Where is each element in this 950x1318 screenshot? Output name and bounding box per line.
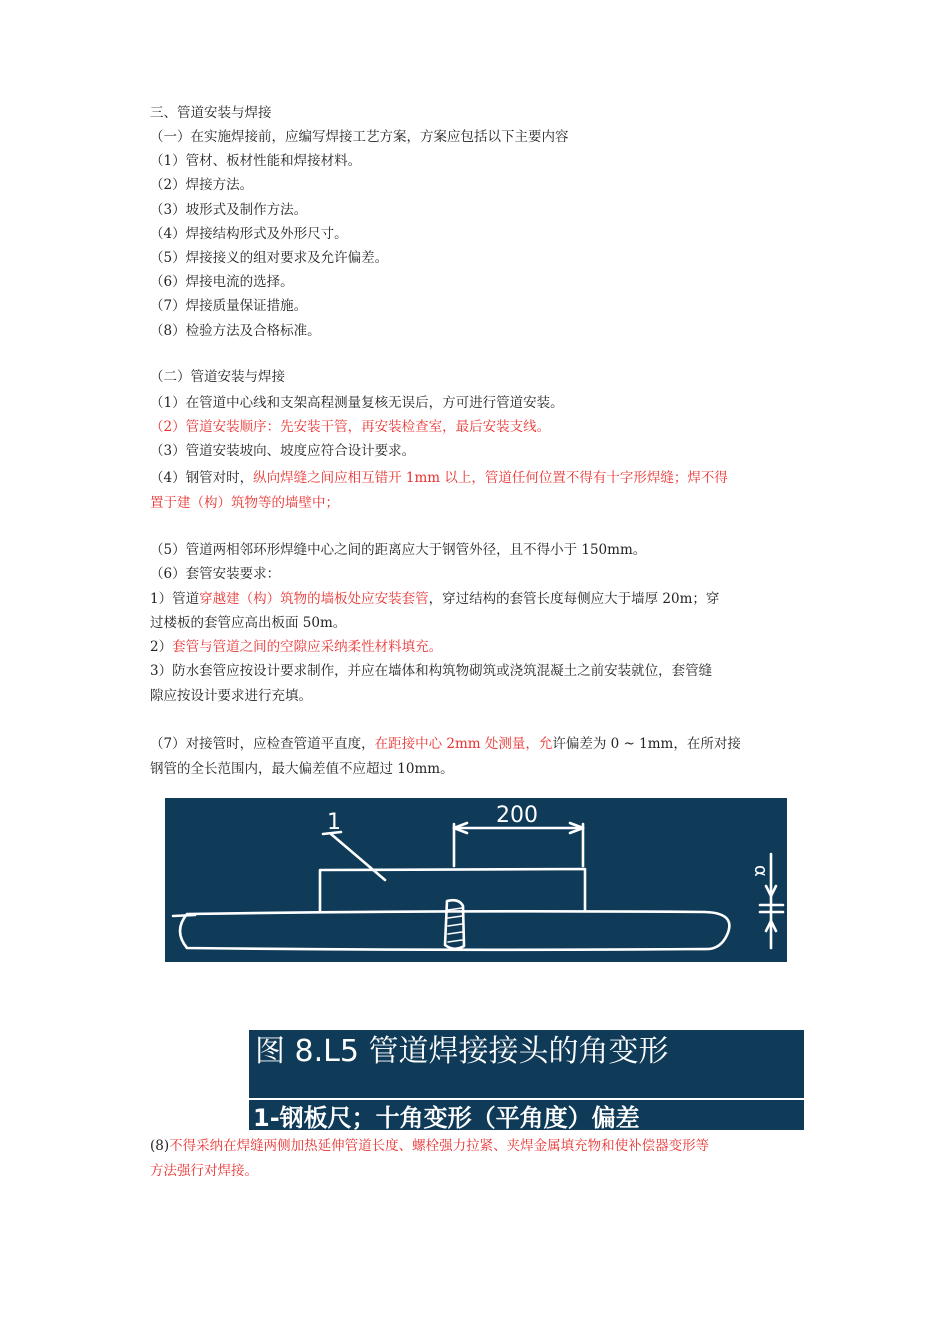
part2-item-7 bbox=[150, 735, 810, 753]
part2-sub-3-cont: 隙应按设计要求进行充填。 bbox=[150, 688, 312, 704]
pipe-weld-drawing bbox=[165, 798, 787, 962]
part2-item-8-cont: 方法强行对焊接。 bbox=[150, 1163, 258, 1179]
part2-item-3: （3）管道安装坡向、坡度应符合设计要求。 bbox=[150, 443, 416, 459]
pipe-weld-figure bbox=[165, 798, 787, 962]
caption-divider bbox=[249, 1098, 804, 1100]
part1-item-4: （4）焊接结构形式及外形尺寸。 bbox=[150, 226, 348, 242]
part1-item-6: （6）焊接电流的选择。 bbox=[150, 274, 294, 290]
item7-red: 在距接中心 2mm 处测量，允 bbox=[374, 736, 553, 752]
figure-dimension-200: 200 bbox=[496, 803, 538, 828]
sub1-red: 穿越建（构）筑物的墙板处应安装套管 bbox=[199, 591, 429, 607]
part2-sub-1-cont: 过楼板的套管应高出板面 50m。 bbox=[150, 615, 347, 631]
part1-heading: （一）在实施焊接前，应编写焊接工艺方案，方案应包括以下主要内容 bbox=[150, 129, 569, 145]
item8-red-1: 不得采纳在焊缝两侧加热延伸管道长度、螺栓强力拉紧、夹焊金属填充物和使补偿器变形等 bbox=[169, 1138, 710, 1154]
sub2-red: 套管与管道之间的空隙应采纳柔性材料填充。 bbox=[172, 639, 443, 655]
item8-lead: (8) bbox=[150, 1138, 170, 1154]
item7-tail: 许偏差为 0 ~ 1mm，在所对接 bbox=[552, 736, 741, 752]
figure-dimension-alpha: α bbox=[750, 865, 771, 877]
part2-item-4 bbox=[150, 469, 810, 487]
part1-item-2: （2）焊接方法。 bbox=[150, 177, 254, 193]
part1-item-7: （7）焊接质量保证措施。 bbox=[150, 298, 308, 314]
item7-lead: （7）对接管时，应检查管道平直度， bbox=[150, 736, 375, 752]
part2-item-5: （5）管道两相邻环形焊缝中心之间的距离应大于钢管外径，且不得小于 150mm。 bbox=[150, 542, 647, 558]
part2-item-6: （6）套管安装要求： bbox=[150, 566, 281, 582]
part1-item-3: （3）坡形式及制作方法。 bbox=[150, 202, 308, 218]
part2-item-4-cont: 置于建（构）筑物等的墙壁中； bbox=[150, 495, 339, 511]
sub1-tail: ，穿过结构的套管长度每侧应大于墙厚 20m；穿 bbox=[428, 591, 720, 607]
part1-item-8: （8）检验方法及合格标准。 bbox=[150, 323, 321, 339]
sub2-lead: 2） bbox=[150, 639, 173, 655]
part1-item-5: （5）焊接接义的组对要求及允许偏差。 bbox=[150, 250, 389, 266]
item4-red-1: 纵向焊缝之间应相互错开 1mm 以上，管道任何位置不得有十字形焊缝；焊不得 bbox=[253, 470, 728, 486]
part1-item-1: （1）管材、板材性能和焊接材料。 bbox=[150, 153, 362, 169]
part2-sub-3: 3）防水套管应按设计要求制作，并应在墙体和构筑物砌筑或浇筑混凝土之前安装就位，套管缝 bbox=[150, 663, 713, 679]
caption-subtitle: 1-钢板尺；十角变形（平角度）偏差 bbox=[253, 1104, 640, 1132]
figure-label-1: 1 bbox=[327, 810, 341, 835]
part2-sub-2 bbox=[150, 638, 810, 656]
item4-lead: （4）钢管对时， bbox=[150, 470, 254, 486]
part2-item-7-cont: 钢管的全长范围内，最大偏差值不应超过 10mm。 bbox=[150, 761, 454, 777]
part2-item-1: （1）在管道中心线和支架高程测量复核无误后，方可进行管道安装。 bbox=[150, 395, 564, 411]
section-title: 三、管道安装与焊接 bbox=[150, 105, 272, 121]
figure-caption bbox=[249, 1030, 804, 1130]
part2-heading: （二）管道安装与焊接 bbox=[150, 369, 285, 385]
part2-sub-1 bbox=[150, 590, 810, 608]
part2-item-8 bbox=[150, 1137, 810, 1155]
sub1-lead: 1）管道 bbox=[150, 591, 200, 607]
part2-item-2: （2）管道安装顺序：先安装干管，再安装检查室，最后安装支线。 bbox=[150, 419, 551, 435]
caption-title: 图 8.L5 管道焊接接头的角变形 bbox=[255, 1034, 669, 1069]
